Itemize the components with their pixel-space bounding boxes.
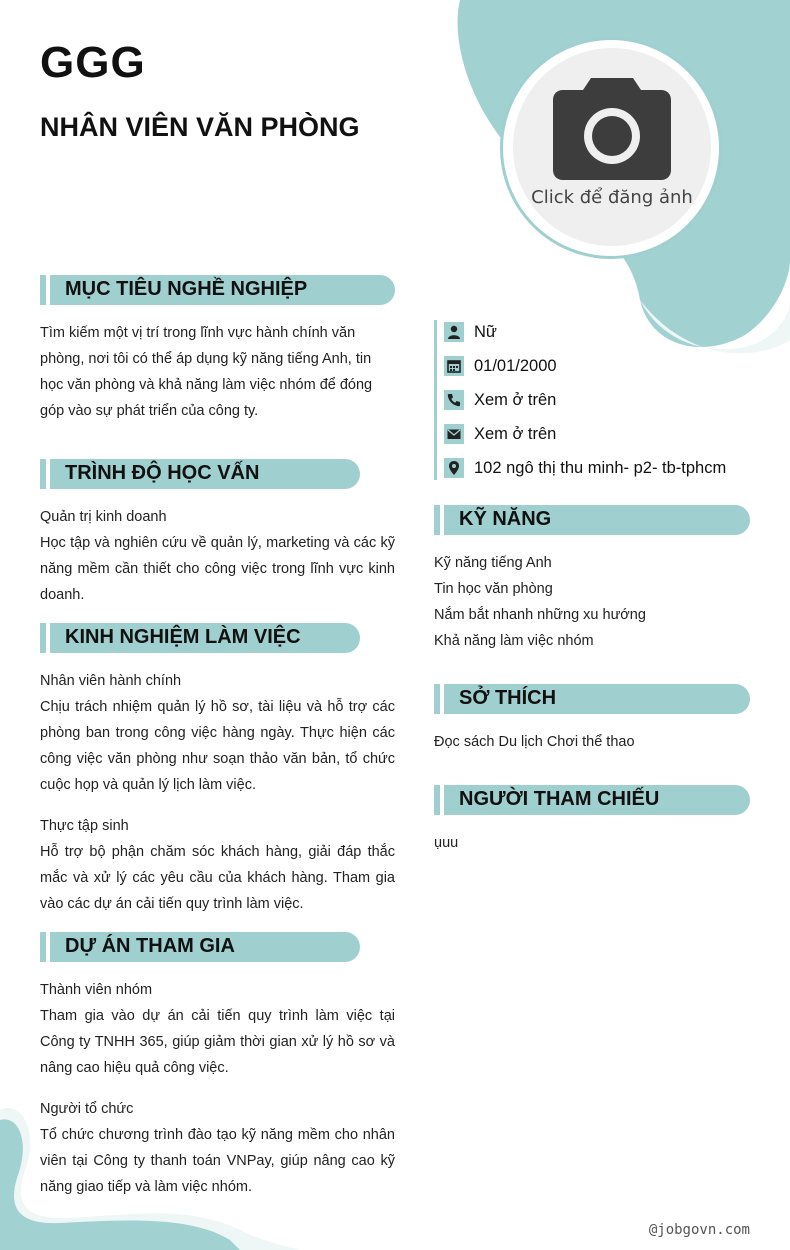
phone-icon bbox=[446, 392, 462, 408]
skill-item: Tin học văn phòng bbox=[434, 581, 553, 597]
job-title: NHÂN VIÊN VĂN PHÒNG bbox=[40, 112, 360, 142]
experience-description: Chịu trách nhiệm quản lý hồ sơ, tài liệu và hỗ trợ các phòng ban trong công việc hàng ngày. Thực hiện các công việc văn phòng như soạn thảo văn bản, tổ chức cuộc họp và quản lý lịch làm việc. bbox=[40, 699, 395, 793]
experience-role: Nhân viên hành chính bbox=[40, 673, 182, 689]
education-major: Quản trị kinh doanh bbox=[40, 509, 167, 525]
project-description: Tham gia vào dự án cải tiến quy trình làm việc tại Công ty TNHH 365, giúp giảm thời gian xử lý hồ sơ và nâng cao hiệu quả công việc. bbox=[40, 1008, 395, 1076]
contact-gender: Nữ bbox=[444, 319, 764, 345]
person-icon bbox=[446, 324, 462, 340]
references-text: ụuu bbox=[434, 835, 459, 851]
contact-birthday: 01/01/2000 bbox=[444, 353, 764, 379]
references-heading: NGƯỜI THAM CHIẾU bbox=[434, 785, 750, 815]
upload-photo-button[interactable] bbox=[513, 48, 711, 246]
career-objective-heading: MỤC TIÊU NGHỀ NGHIỆP bbox=[40, 275, 395, 305]
project-role: Thành viên nhóm bbox=[40, 982, 153, 998]
hobbies-text: Đọc sách Du lịch Chơi thể thao bbox=[434, 734, 635, 750]
experience-role: Thực tập sinh bbox=[40, 818, 129, 834]
photo-upload-label: Click để đăng ảnh bbox=[531, 187, 693, 208]
contact-email: Xem ở trên bbox=[444, 421, 764, 447]
projects-heading: DỰ ÁN THAM GIA bbox=[40, 932, 360, 962]
project-description: Tổ chức chương trình đào tạo kỹ năng mềm cho nhân viên tại Công ty thanh toán VNPay, giúp nâng cao kỹ năng giao tiếp và làm việc nhóm. bbox=[40, 1127, 395, 1195]
education-heading: TRÌNH ĐỘ HỌC VẤN bbox=[40, 459, 360, 489]
contact-divider bbox=[434, 320, 437, 480]
experience-description: Hỗ trợ bộ phận chăm sóc khách hàng, giải đáp thắc mắc và xử lý các yêu cầu của khách hàng. Tham gia vào các dự án cải tiến quy trình làm việc. bbox=[40, 844, 395, 912]
career-objective-text: Tìm kiếm một vị trí trong lĩnh vực hành chính văn phòng, nơi tôi có thể áp dụng kỹ năng tiếng Anh, tin học văn phòng và khả năng làm việc nhóm để đóng góp vào sự phát triển của công ty. bbox=[40, 325, 373, 419]
experience-heading: KINH NGHIỆM LÀM VIỆC bbox=[40, 623, 360, 653]
education-description: Học tập và nghiên cứu về quản lý, marketing và các kỹ năng mềm cần thiết cho công việc trong lĩnh vực kinh doanh. bbox=[40, 535, 395, 603]
hobbies-heading: SỞ THÍCH bbox=[434, 684, 750, 714]
watermark: @jobgovn.com bbox=[648, 1222, 750, 1238]
project-role: Người tổ chức bbox=[40, 1101, 134, 1117]
email-icon bbox=[446, 426, 462, 442]
camera-icon bbox=[553, 78, 671, 180]
skill-item: Nắm bắt nhanh những xu hướng bbox=[434, 607, 646, 623]
skill-item: Khả năng làm việc nhóm bbox=[434, 633, 594, 649]
contact-address: 102 ngô thị thu minh- p2- tb-tphcm bbox=[444, 455, 764, 481]
calendar-icon bbox=[446, 358, 462, 374]
contact-phone: Xem ở trên bbox=[444, 387, 764, 413]
location-icon bbox=[446, 460, 462, 476]
skill-item: Kỹ năng tiếng Anh bbox=[434, 555, 552, 571]
skills-heading: KỸ NĂNG bbox=[434, 505, 750, 535]
candidate-name: GGG bbox=[40, 38, 146, 87]
